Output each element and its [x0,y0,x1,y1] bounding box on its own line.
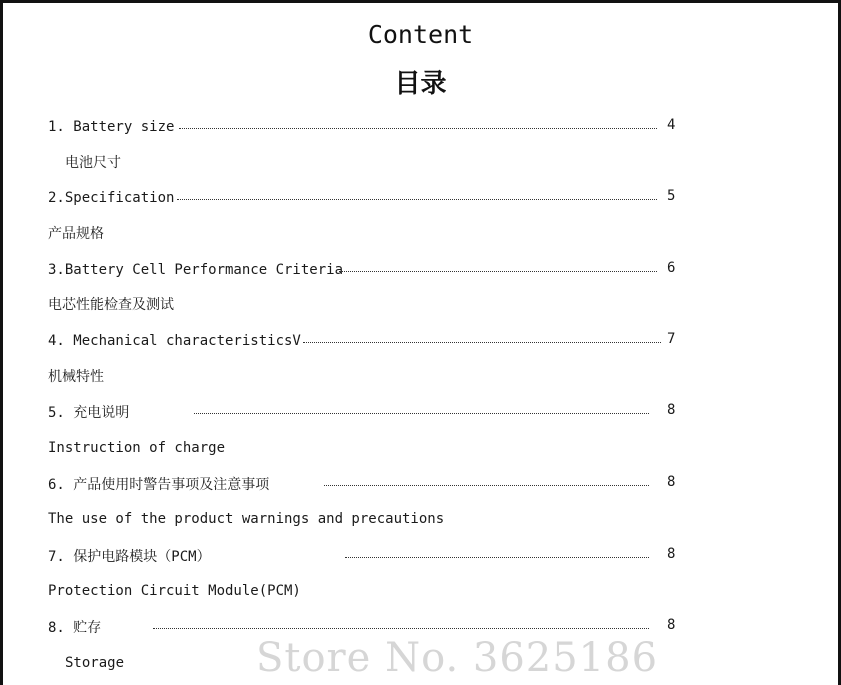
toc-entry-6-subtitle: The use of the product warnings and precautions [48,511,445,527]
toc-entry-7[interactable] [48,540,678,572]
toc-leader-dots [324,485,649,486]
toc-page-number: 7 [667,331,676,347]
toc-leader-dots [177,199,657,200]
toc-entry-6[interactable] [48,468,678,500]
toc-leader-dots [179,128,657,129]
toc-entry-7-subtitle: Protection Circuit Module(PCM) [48,583,301,599]
toc-entry-4-subtitle: 机械特性 [48,369,104,385]
toc-entry-2-subtitle: 产品规格 [48,226,104,242]
toc-entry-1[interactable] [48,111,678,143]
store-watermark: Store No. 3625186 [256,635,659,681]
document-subtitle: 目录 [394,69,447,99]
toc-page-number: 8 [667,546,676,562]
toc-entry-1-subtitle: 电池尺寸 [65,155,121,171]
toc-leader-dots [339,271,657,272]
toc-entry-3[interactable] [48,254,678,286]
toc-entry-label: 2.Specification [48,190,175,206]
toc-entry-label: 7. 保护电路模块（PCM） [48,549,211,565]
toc-page-number: 8 [667,474,676,490]
toc-entry-label: 5. 充电说明 [48,405,130,421]
toc-page-number: 8 [667,617,676,633]
toc-entry-3-subtitle: 电芯性能检查及测试 [48,297,174,313]
toc-page-number: 5 [667,188,676,204]
toc-entry-8-subtitle: Storage [65,655,125,671]
toc-entry-label: 8. 贮存 [48,620,102,636]
toc-entry-label: 6. 产品使用时警告事项及注意事项 [48,477,270,493]
toc-leader-dots [194,413,649,414]
toc-entry-label: 1. Battery size [48,119,175,135]
toc-entry-5-subtitle: Instruction of charge [48,440,226,456]
toc-page-number: 8 [667,402,676,418]
toc-entry-2[interactable] [48,182,678,214]
toc-leader-dots [345,557,649,558]
toc-page-number: 6 [667,260,676,276]
toc-entry-5[interactable] [48,396,678,428]
toc-leader-dots [153,628,649,629]
toc-page-number: 4 [667,117,676,133]
toc-entry-label: 4. Mechanical characteristicsV [48,333,301,349]
document-title: Content [367,20,474,49]
toc-entry-4[interactable] [48,325,678,357]
toc-entry-label: 3.Battery Cell Performance Criteria [48,262,344,278]
toc-leader-dots [303,342,661,343]
